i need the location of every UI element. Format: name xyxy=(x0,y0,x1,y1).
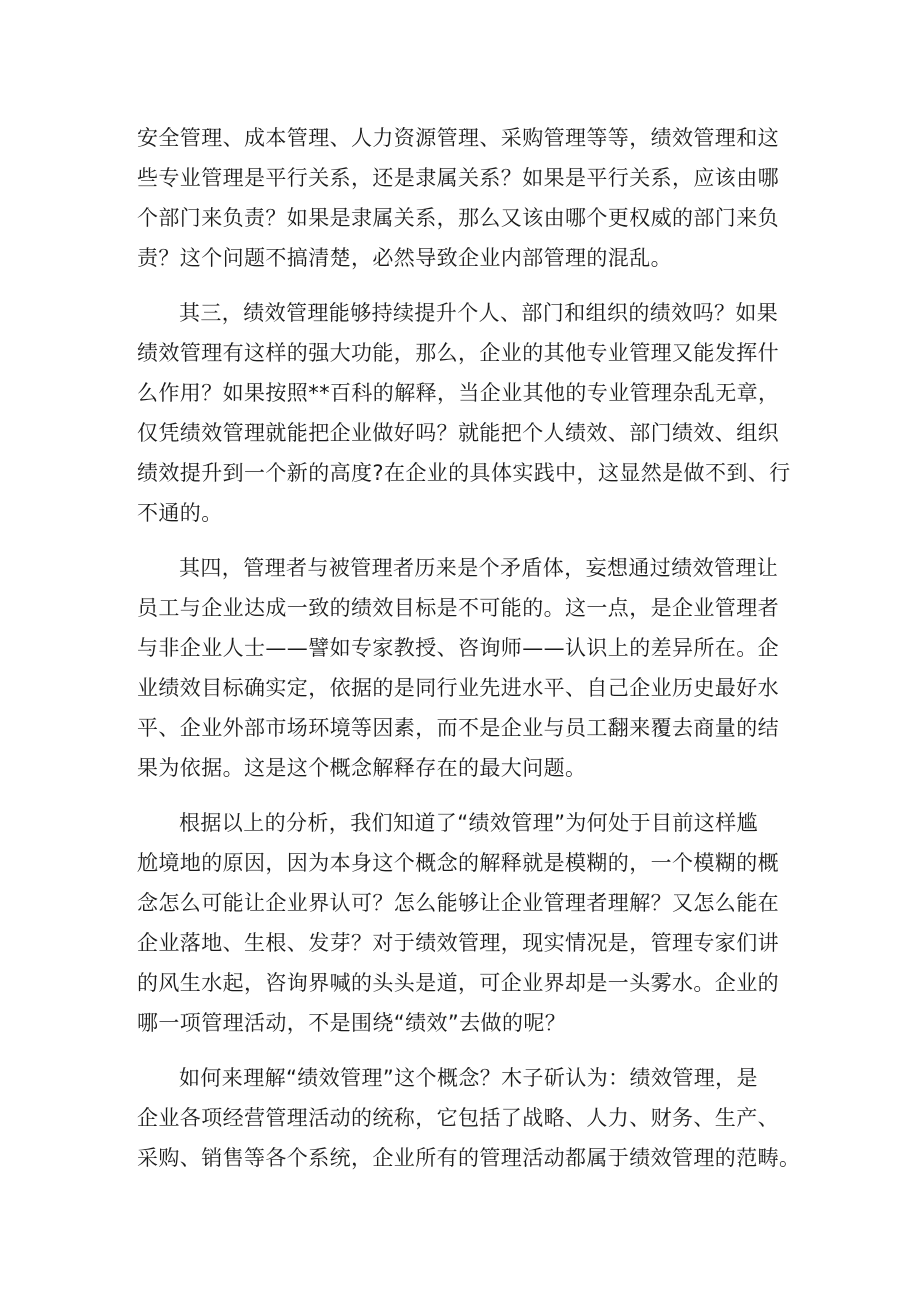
text-line: 员工与企业达成一致的绩效目标是不可能的。这一点，是企业管理者 xyxy=(137,596,779,620)
paragraph-4 xyxy=(137,803,836,1043)
text-line: 安全管理、成本管理、人力资源管理、采购管理等等，绩效管理和这 xyxy=(137,126,779,150)
text-line: 其四，管理者与被管理者历来是个矛盾体，妄想通过绩效管理让 xyxy=(179,556,779,580)
paragraph-3 xyxy=(137,548,836,788)
text-line: 个部门来负责？如果是隶属关系，那么又该由哪个更权威的部门来负 xyxy=(137,206,779,230)
text-line: 的风生水起，咨询界喊的头头是道，可企业界却是一头雾水。企业的 xyxy=(137,971,779,995)
text-line: 尬境地的原因，因为本身这个概念的解释就是模糊的，一个模糊的概 xyxy=(137,851,779,875)
text-line: 些专业管理是平行关系，还是隶属关系？如果是平行关系，应该由哪 xyxy=(137,166,779,190)
text-line: 绩效管理有这样的强大功能，那么，企业的其他专业管理又能发挥什 xyxy=(137,341,779,365)
text-line: 不通的。 xyxy=(137,501,223,525)
text-line: 责？这个问题不搞清楚，必然导致企业内部管理的混乱。 xyxy=(137,246,672,270)
paragraph-2 xyxy=(137,293,836,533)
text-line: 企业各项经营管理活动的统称，它包括了战略、人力、财务、生产、 xyxy=(137,1106,779,1130)
text-line: 仅凭绩效管理就能把企业做好吗？就能把个人绩效、部门绩效、组织 xyxy=(137,421,779,445)
text-line: 企业落地、生根、发芽？对于绩效管理，现实情况是，管理专家们讲 xyxy=(137,931,779,955)
text-line: 哪一项管理活动，不是围绕“绩效”去做的呢？ xyxy=(137,1011,567,1035)
paragraph-5 xyxy=(137,1058,836,1178)
text-line: 根据以上的分析，我们知道了“绩效管理”为何处于目前这样尴 xyxy=(179,811,758,835)
text-line: 念怎么可能让企业界认可？怎么能够让企业管理者理解？又怎么能在 xyxy=(137,891,779,915)
text-line: 么作用？如果按照**百科的解释，当企业其他的专业管理杂乱无章， xyxy=(137,381,780,405)
text-line: 如何来理解“绩效管理”这个概念？木子斫认为：绩效管理，是 xyxy=(179,1066,758,1090)
paragraph-1 xyxy=(137,118,836,278)
text-line: 与非企业人士——譬如专家教授、咨询师——认识上的差异所在。企 xyxy=(137,636,779,660)
text-line: 绩效提升到一个新的高度?在企业的具体实践中，这显然是做不到、行 xyxy=(137,461,791,485)
text-line: 采购、销售等各个系统，企业所有的管理活动都属于绩效管理的范畴。 xyxy=(137,1146,801,1170)
text-line: 其三，绩效管理能够持续提升个人、部门和组织的绩效吗？如果 xyxy=(179,301,779,325)
text-line: 平、企业外部市场环境等因素，而不是企业与员工翻来覆去商量的结 xyxy=(137,716,779,740)
text-line: 果为依据。这是这个概念解释存在的最大问题。 xyxy=(137,756,587,780)
text-line: 业绩效目标确实定，依据的是同行业先进水平、自己企业历史最好水 xyxy=(137,676,779,700)
